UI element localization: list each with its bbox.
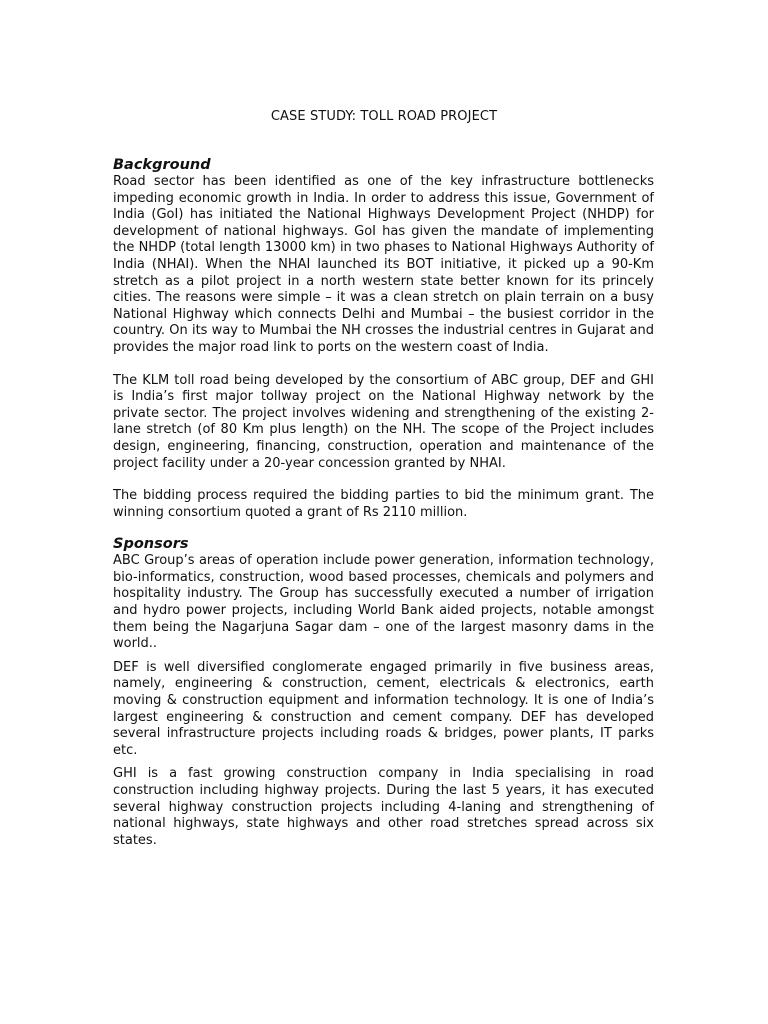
- section-heading-sponsors: Sponsors: [113, 536, 189, 553]
- sponsors-paragraph-ghi: GHI is a fast growing construction company in India specialising in road construction including highway projects. During the last 5 years, it has executed several highway construction projects including 4-laning and strengthening of national highways, state highways and other road stretches spread across six states.: [113, 766, 654, 848]
- background-paragraph-2: The KLM toll road being developed by the consortium of ABC group, DEF and GHI is India’s first major tollway project on the National Highway network by the private sector. The project involves widening and strengthening of the existing 2-lane stretch (of 80 Km plus length) on the NH. The scope of the Project includes design, engineering, financing, construction, operation and maintenance of the project facility under a 20-year concession granted by NHAI.: [113, 372, 654, 471]
- sponsors-paragraph-def: DEF is well diversified conglomerate engaged primarily in five business areas, namely, engineering & construction, cement, electricals & electronics, earth moving & construction equipment and information technology. It is one of India’s largest engineering & construction and cement company. DEF has developed several infrastructure projects including roads & bridges, power plants, IT parks etc.: [113, 659, 654, 758]
- background-paragraph-3: The bidding process required the bidding parties to bid the minimum grant. The winning consortium quoted a grant of Rs 2110 million.: [113, 488, 654, 520]
- document-body: [113, 157, 654, 849]
- sponsors-paragraph-abc: ABC Group’s areas of operation include power generation, information technology, bio-informatics, construction, wood based processes, chemicals and polymers and hospitality industry. The Group has successfully executed a number of irrigation and hydro power projects, including World Bank aided projects, notable amongst them being the Nagarjuna Sagar dam – one of the largest masonry dams in the world..: [113, 553, 654, 652]
- document-title: CASE STUDY: TOLL ROAD PROJECT: [270, 109, 498, 124]
- background-paragraph-1: Road sector has been identified as one of the key infrastructure bottlenecks impeding economic growth in India. In order to address this issue, Government of India (GoI) has initiated the National Highways Development Project (NHDP) for development of national highways. GoI has given the mandate of implementing the NHDP (total length 13000 km) in two phases to National Highways Authority of India (NHAI). When the NHAI launched its BOT initiative, it picked up a 90-Km stretch as a pilot project in a north western state better known for its princely cities. The reasons were simple – it was a clean stretch on plain terrain on a busy National Highway which connects Delhi and Mumbai – the busiest corridor in the country. On its way to Mumbai the NH crosses the industrial centres in Gujarat and provides the major road link to ports on the western coast of India.: [113, 174, 654, 355]
- section-heading-background: Background: [113, 157, 211, 173]
